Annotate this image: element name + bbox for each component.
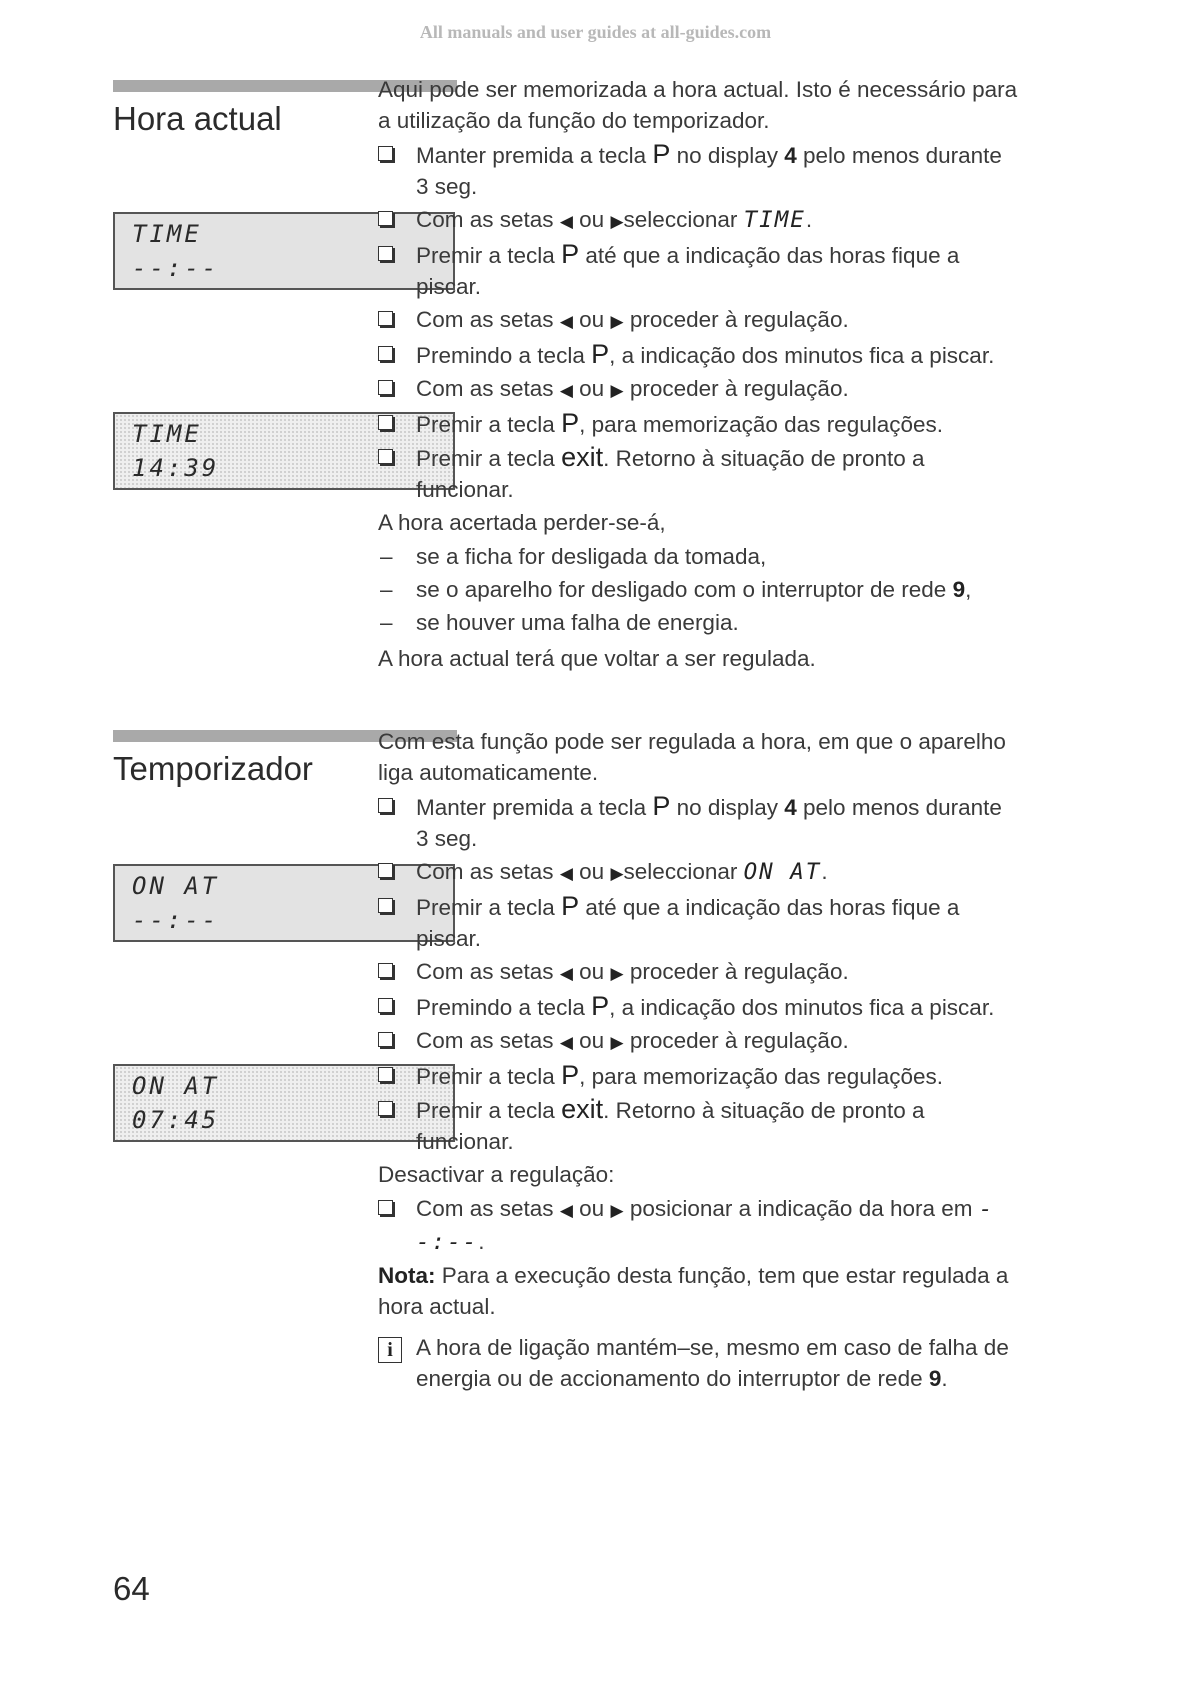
- info-icon: i: [378, 1337, 402, 1363]
- p-key-symbol: P: [561, 408, 580, 438]
- step-item: Com as setas ◀ ou ▶seleccionar ON AT.: [378, 856, 1018, 889]
- checkbox-icon: [378, 415, 393, 430]
- dash-bullet: –: [380, 610, 393, 635]
- step-item: Premindo a tecla P, a indicação dos minutos fica a piscar.: [378, 991, 1018, 1023]
- checkbox-icon: [378, 380, 393, 395]
- checkbox-icon: [378, 1032, 393, 1047]
- checkbox-icon: [378, 449, 393, 464]
- checkbox-icon: [378, 1200, 393, 1215]
- step-item: Premindo a tecla P, a indicação dos minutos fica a piscar.: [378, 339, 1018, 371]
- step-item: Manter premida a tecla P no display 4 pelo menos durante 3 seg.: [378, 139, 1018, 202]
- arrow-left-icon: ◀: [559, 964, 573, 983]
- arrow-right-icon: ▶: [610, 1201, 624, 1220]
- arrow-right-icon: ▶: [610, 312, 624, 331]
- lcd-line-2: 07:45: [132, 1106, 220, 1134]
- checkbox-icon: [378, 346, 393, 361]
- step-item: Com as setas ◀ ou ▶ posicionar a indicação da hora em --:--.: [378, 1193, 1018, 1258]
- intro-paragraph: Com esta função pode ser regulada a hora, em que o aparelho liga automaticamente.: [378, 729, 1006, 785]
- arrow-right-icon: ▶: [610, 212, 624, 231]
- p-key-symbol: P: [561, 891, 580, 921]
- exit-key-symbol: exit: [561, 1094, 604, 1124]
- arrow-left-icon: ◀: [559, 864, 573, 883]
- step-item: Premir a tecla exit. Retorno à situação de pronto a funcionar.: [378, 442, 1018, 505]
- dash-item: – se o aparelho for desligado com o interruptor de rede 9,: [378, 574, 1018, 605]
- lcd-inline-text: TIME: [743, 207, 806, 233]
- arrow-left-icon: ◀: [559, 212, 573, 231]
- exit-key-symbol: exit: [561, 442, 604, 472]
- checkbox-icon: [378, 211, 393, 226]
- watermark: All manuals and user guides at all-guides.com: [419, 22, 772, 42]
- arrow-right-icon: ▶: [610, 1033, 624, 1052]
- checkbox-icon: [378, 963, 393, 978]
- step-item: Com as setas ◀ ou ▶ proceder à regulação.: [378, 956, 1018, 989]
- arrow-right-icon: ▶: [610, 381, 624, 400]
- p-key-symbol: P: [652, 791, 671, 821]
- intro-paragraph: Aqui pode ser memorizada a hora actual. Isto é necessário para a utilização da função do temporizador.: [378, 77, 1018, 133]
- section-heading-temporizador: Temporizador: [113, 750, 313, 787]
- step-item: Manter premida a tecla P no display 4 pelo menos durante 3 seg.: [378, 791, 1018, 854]
- step-item: Com as setas ◀ ou ▶ proceder à regulação.: [378, 304, 1018, 337]
- note-label: Nota:: [378, 1263, 436, 1288]
- arrow-right-icon: ▶: [610, 864, 624, 883]
- arrow-left-icon: ◀: [559, 381, 573, 400]
- checkbox-icon: [378, 146, 393, 161]
- checkbox-icon: [378, 998, 393, 1013]
- page-number: 64: [113, 1570, 150, 1607]
- step-item: Premir a tecla P, para memorização das regulações.: [378, 408, 1018, 440]
- deactivate-heading: Desactivar a regulação:: [378, 1162, 615, 1187]
- temporizador-instructions: [378, 726, 1018, 1396]
- step-item: Premir a tecla P, para memorização das regulações.: [378, 1060, 1018, 1092]
- arrow-left-icon: ◀: [559, 312, 573, 331]
- info-item: i A hora de ligação mantém–se, mesmo em caso de falha de energia ou de accionamento do interruptor de rede 9.: [378, 1332, 1018, 1394]
- hora-actual-instructions: [378, 74, 1018, 677]
- lcd-line-1: TIME: [132, 220, 202, 248]
- lcd-line-1: ON AT: [132, 1072, 220, 1100]
- checkbox-icon: [378, 863, 393, 878]
- arrow-left-icon: ◀: [559, 1201, 573, 1220]
- note-paragraph: Nota: Para a execução desta função, tem que estar regulada a hora actual.: [378, 1263, 1009, 1319]
- p-key-symbol: P: [652, 139, 671, 169]
- step-item: Premir a tecla P até que a indicação das horas fique a piscar.: [378, 239, 1018, 302]
- lcd-line-2: --:--: [132, 906, 220, 934]
- checkbox-icon: [378, 798, 393, 813]
- arrow-right-icon: ▶: [610, 964, 624, 983]
- lcd-line-2: --:--: [132, 254, 220, 282]
- step-item: Com as setas ◀ ou ▶ proceder à regulação.: [378, 1025, 1018, 1058]
- p-key-symbol: P: [561, 239, 580, 269]
- dash-item: – se houver uma falha de energia.: [378, 607, 1018, 638]
- p-key-symbol: P: [591, 339, 610, 369]
- lcd-inline-text: --:--: [416, 1196, 995, 1255]
- p-key-symbol: P: [591, 991, 610, 1021]
- dash-bullet: –: [380, 544, 393, 569]
- checkbox-icon: [378, 1101, 393, 1116]
- dash-bullet: –: [380, 577, 393, 602]
- lost-intro: A hora acertada perder-se-á,: [378, 510, 666, 535]
- lcd-line-1: ON AT: [132, 872, 220, 900]
- step-item: Premir a tecla P até que a indicação das horas fique a piscar.: [378, 891, 1018, 954]
- p-key-symbol: P: [561, 1060, 580, 1090]
- checkbox-icon: [378, 246, 393, 261]
- step-item: Com as setas ◀ ou ▶seleccionar TIME.: [378, 204, 1018, 237]
- section-heading-hora-actual: Hora actual: [113, 100, 282, 137]
- checkbox-icon: [378, 1067, 393, 1082]
- dash-item: – se a ficha for desligada da tomada,: [378, 541, 1018, 572]
- arrow-left-icon: ◀: [559, 1033, 573, 1052]
- lcd-line-2: 14:39: [132, 454, 220, 482]
- closing-paragraph: A hora actual terá que voltar a ser regulada.: [378, 646, 816, 671]
- lcd-inline-text: ON AT: [743, 859, 822, 885]
- step-item: Com as setas ◀ ou ▶ proceder à regulação.: [378, 373, 1018, 406]
- checkbox-icon: [378, 898, 393, 913]
- lcd-line-1: TIME: [132, 420, 202, 448]
- checkbox-icon: [378, 311, 393, 326]
- step-item: Premir a tecla exit. Retorno à situação de pronto a funcionar.: [378, 1094, 1018, 1157]
